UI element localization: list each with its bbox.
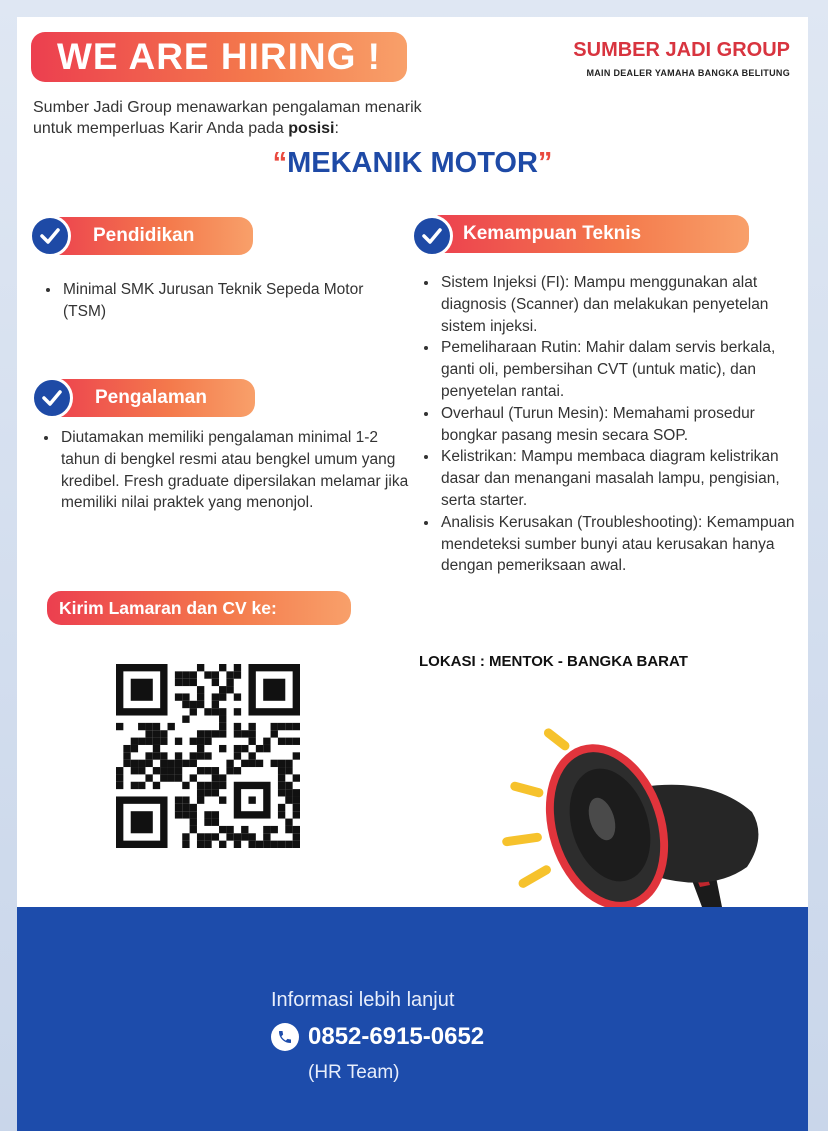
- hiring-banner: WE ARE HIRING !: [31, 32, 407, 82]
- intro-line-2: [33, 118, 513, 139]
- check-icon: [411, 215, 453, 257]
- poster-card: [17, 17, 808, 1131]
- intro-line-1: Sumber Jadi Group menawarkan pengalaman menarik: [33, 99, 422, 116]
- qr-code[interactable]: [116, 664, 300, 848]
- close-quote: ”: [537, 147, 553, 179]
- team-label: (HR Team): [308, 1062, 400, 1083]
- section-pengalaman-title: Pengalaman: [95, 387, 207, 408]
- list-item: • Kelistrikan: Mampu membaca diagram kelistrikan dasar dan menangani masalah lampu, pengisian, serta starter.: [439, 446, 797, 511]
- brand-name: SUMBER JADI GROUP: [573, 39, 790, 61]
- phone-icon: [271, 1023, 299, 1051]
- position-name: MEKANIK MOTOR: [287, 147, 538, 179]
- list-item: • Diutamakan memiliki pengalaman minimal 1-2 tahun di bengkel resmi atau bengkel umum yang kredibel. Fresh graduate dipersilakan melamar jika memiliki nilai praktek yang menonjol.: [59, 427, 409, 514]
- section-pendidikan-title: Pendidikan: [93, 225, 195, 246]
- intro-line-2-post: :: [334, 120, 339, 137]
- list-item: • Overhaul (Turun Mesin): Memahami prosedur bongkar pasang mesin secara SOP.: [439, 403, 797, 447]
- check-icon: [29, 215, 71, 257]
- phone-row[interactable]: [271, 1023, 484, 1051]
- kemampuan-list: [413, 272, 797, 577]
- phone-number[interactable]: 0852-6915-0652: [308, 1023, 485, 1050]
- intro-text: [33, 97, 513, 139]
- pendidikan-list: [35, 279, 391, 323]
- section-pengalaman-header: [45, 379, 255, 417]
- apply-banner: Kirim Lamaran dan CV ke:: [47, 591, 351, 625]
- brand-subtitle: MAIN DEALER YAMAHA BANGKA BELITUNG: [586, 68, 790, 78]
- intro-line-2-pre: untuk memperluas Karir Anda pada: [33, 120, 289, 137]
- list-item: • Pemeliharaan Rutin: Mahir dalam servis berkala, ganti oli, pembersihan CVT (untuk matic), dan penyetelan rantai.: [439, 337, 797, 402]
- brand-block: [573, 39, 790, 78]
- list-item: • Minimal SMK Jurusan Teknik Sepeda Motor (TSM): [61, 279, 391, 323]
- section-kemampuan-title: Kemampuan Teknis: [463, 223, 642, 244]
- check-icon: [31, 377, 73, 419]
- info-text: Informasi lebih lanjut: [271, 989, 455, 1011]
- open-quote: “: [272, 147, 288, 179]
- location-text: LOKASI : MENTOK - BANGKA BARAT: [419, 653, 688, 670]
- list-item: • Analisis Kerusakan (Troubleshooting): Kemampuan mendeteksi sumber bunyi atau kerusakan hanya dengan pemeriksaan awal.: [439, 512, 797, 577]
- footer-contact: [17, 907, 808, 1131]
- section-kemampuan-header: [427, 215, 749, 253]
- position-title: [17, 147, 808, 180]
- section-pendidikan-header: [43, 217, 253, 255]
- megaphone-icon: [482, 717, 772, 907]
- intro-line-2-bold: posisi: [288, 120, 335, 137]
- pengalaman-list: [33, 427, 409, 514]
- list-item: • Sistem Injeksi (FI): Mampu menggunakan alat diagnosis (Scanner) dan melakukan penyetelan sistem injeksi.: [439, 272, 797, 337]
